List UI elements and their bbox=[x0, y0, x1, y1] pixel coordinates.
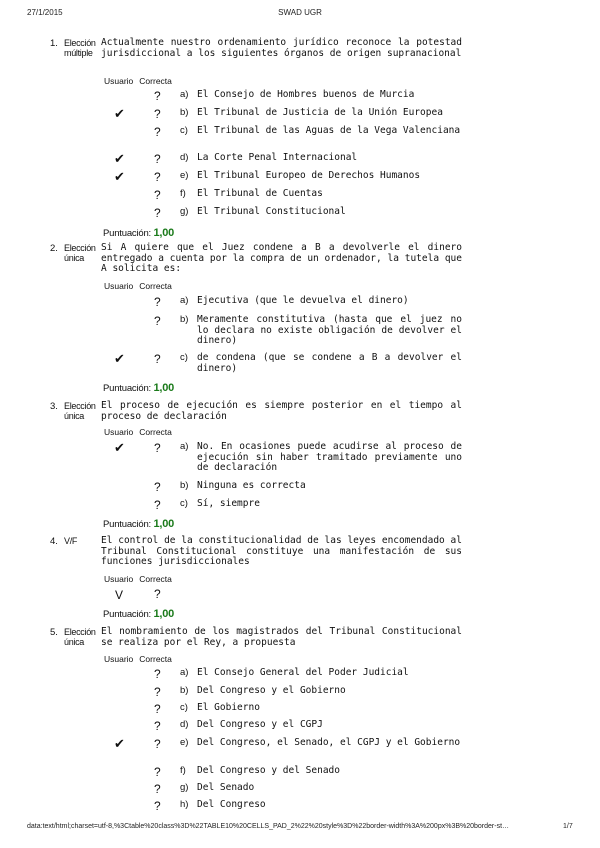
check-icon: ✔ bbox=[114, 736, 125, 751]
question-number: 1. bbox=[50, 38, 58, 49]
option-letter: b) bbox=[180, 480, 189, 491]
check-icon: ✔ bbox=[114, 440, 125, 455]
question-text: El nombramiento de los magistrados del Tribunal Constitucional se realiza por el Rey, a propuesta bbox=[101, 626, 462, 648]
option-text: El Consejo General del Poder Judicial bbox=[197, 667, 409, 678]
option-letter: a) bbox=[180, 667, 189, 678]
option-text: Del Congreso, el Senado, el CGPJ y el Gobierno bbox=[197, 737, 461, 748]
correct-mark: ? bbox=[154, 441, 161, 455]
correct-mark: ? bbox=[154, 702, 161, 716]
option-text: Meramente constitutiva (hasta que el juez no lo declara no existe obligación de devolver el dinero) bbox=[197, 314, 462, 346]
option-letter: e) bbox=[180, 737, 189, 748]
option-letter: f) bbox=[180, 765, 186, 776]
correct-mark: ? bbox=[154, 352, 161, 366]
user-column-label: Usuario bbox=[104, 281, 134, 291]
correct-mark: ? bbox=[154, 765, 161, 779]
score-line bbox=[103, 382, 174, 394]
option-text: Ejecutiva (que le devuelva el dinero) bbox=[197, 295, 409, 306]
score-label: Puntuación: bbox=[103, 228, 151, 239]
correct-mark: ? bbox=[154, 480, 161, 494]
correct-mark: ? bbox=[154, 314, 161, 328]
correct-mark: ? bbox=[154, 152, 161, 166]
correct-column-label: Correcta bbox=[139, 654, 172, 664]
question-text: Actualmente nuestro ordenamiento jurídico reconoce la potestad jurisdiccional a los siguientes órganos de origen supranacional bbox=[101, 37, 462, 59]
score-value: 1,00 bbox=[153, 227, 175, 239]
page-number: 1/7 bbox=[563, 823, 573, 830]
question-type: Elección múltiple bbox=[64, 38, 96, 58]
correct-mark: ? bbox=[154, 685, 161, 699]
option-text: Del Congreso y el CGPJ bbox=[197, 719, 323, 730]
option-text: El Gobierno bbox=[197, 702, 260, 713]
correct-mark: ? bbox=[154, 498, 161, 512]
check-icon: ✔ bbox=[114, 151, 125, 166]
correct-mark: ? bbox=[154, 587, 161, 601]
option-text: El Tribunal Europeo de Derechos Humanos bbox=[197, 170, 421, 181]
column-headers bbox=[104, 281, 178, 291]
user-column-label: Usuario bbox=[104, 427, 134, 437]
user-column-label: Usuario bbox=[104, 76, 134, 86]
question-number: 3. bbox=[50, 401, 58, 412]
correct-column-label: Correcta bbox=[139, 574, 172, 584]
footer-url: data:text/html;charset=utf-8,%3Ctable%20class%3D%22TABLE10%20CELLS_PAD_2%22%20style%3D%22border-width%3A%200px%3B%20border-st… bbox=[27, 823, 510, 830]
correct-mark: ? bbox=[154, 107, 161, 121]
option-text: de condena (que se condene a B a devolver el dinero) bbox=[197, 352, 462, 374]
option-text: Del Congreso y del Senado bbox=[197, 765, 340, 776]
correct-mark: ? bbox=[154, 782, 161, 796]
option-text: El Tribunal de Justicia de la Unión Europea bbox=[197, 107, 443, 118]
option-letter: a) bbox=[180, 295, 189, 306]
correct-column-label: Correcta bbox=[139, 281, 172, 291]
question-number: 2. bbox=[50, 243, 58, 254]
score-value: 1,00 bbox=[153, 382, 175, 394]
site-title: SWAD UGR bbox=[278, 8, 322, 17]
option-text: No. En ocasiones puede acudirse al proceso de ejecución sin haber tramitado previamente uno de declaración bbox=[197, 441, 462, 473]
option-text: Del Senado bbox=[197, 782, 255, 793]
correct-mark: ? bbox=[154, 206, 161, 220]
question-type: V/F bbox=[64, 536, 78, 546]
correct-mark: ? bbox=[154, 737, 161, 751]
correct-mark: ? bbox=[154, 125, 161, 139]
option-letter: f) bbox=[180, 188, 186, 199]
check-icon: ✔ bbox=[114, 351, 125, 366]
score-label: Puntuación: bbox=[103, 383, 151, 394]
option-text: El Tribunal de las Aguas de la Vega Valenciana bbox=[197, 125, 461, 136]
correct-mark: ? bbox=[154, 89, 161, 103]
correct-mark: ? bbox=[154, 719, 161, 733]
correct-mark: ? bbox=[154, 188, 161, 202]
column-headers bbox=[104, 76, 178, 86]
score-label: Puntuación: bbox=[103, 609, 151, 620]
option-letter: c) bbox=[180, 498, 188, 509]
correct-mark: ? bbox=[154, 667, 161, 681]
score-line bbox=[103, 227, 174, 239]
column-headers bbox=[104, 574, 178, 584]
option-letter: c) bbox=[180, 352, 188, 363]
question-type: Elección única bbox=[64, 627, 96, 647]
correct-column-label: Correcta bbox=[139, 427, 172, 437]
score-label: Puntuación: bbox=[103, 519, 151, 530]
user-answer: V bbox=[115, 588, 124, 602]
option-text: Ninguna es correcta bbox=[197, 480, 306, 491]
check-icon: ✔ bbox=[114, 106, 125, 121]
correct-mark: ? bbox=[154, 295, 161, 309]
option-letter: b) bbox=[180, 314, 189, 325]
question-number: 4. bbox=[50, 536, 58, 547]
question-text: El proceso de ejecución es siempre posterior en el tiempo al proceso de declaración bbox=[101, 400, 462, 422]
question-text: Si A quiere que el Juez condene a B a devolverle el dinero entregado a cuenta por la compra de un ordenador, la tutela que A solicita es: bbox=[101, 242, 462, 274]
option-letter: b) bbox=[180, 685, 189, 696]
option-letter: e) bbox=[180, 170, 189, 181]
correct-mark: ? bbox=[154, 170, 161, 184]
option-letter: a) bbox=[180, 89, 189, 100]
score-value: 1,00 bbox=[153, 608, 175, 620]
option-text: Del Congreso bbox=[197, 799, 266, 810]
option-letter: a) bbox=[180, 441, 189, 452]
question-type: Elección única bbox=[64, 401, 96, 421]
column-headers bbox=[104, 427, 178, 437]
option-text: Del Congreso y el Gobierno bbox=[197, 685, 346, 696]
option-text: El Consejo de Hombres buenos de Murcia bbox=[197, 89, 415, 100]
option-letter: c) bbox=[180, 702, 188, 713]
user-column-label: Usuario bbox=[104, 654, 134, 664]
option-letter: g) bbox=[180, 206, 189, 217]
option-letter: b) bbox=[180, 107, 189, 118]
column-headers bbox=[104, 654, 178, 664]
option-text: Sí, siempre bbox=[197, 498, 260, 509]
option-text: El Tribunal Constitucional bbox=[197, 206, 346, 217]
print-date: 27/1/2015 bbox=[27, 8, 63, 17]
correct-mark: ? bbox=[154, 799, 161, 813]
question-type: Elección única bbox=[64, 243, 96, 263]
question-number: 5. bbox=[50, 627, 58, 638]
user-column-label: Usuario bbox=[104, 574, 134, 584]
score-value: 1,00 bbox=[153, 518, 175, 530]
correct-column-label: Correcta bbox=[139, 76, 172, 86]
option-letter: c) bbox=[180, 125, 188, 136]
score-line bbox=[103, 608, 174, 620]
score-line bbox=[103, 518, 174, 530]
question-text: El control de la constitucionalidad de las leyes encomendado al Tribunal Constitucional constituye una manifestación de sus funciones jurisdiccionales bbox=[101, 535, 462, 567]
option-letter: h) bbox=[180, 799, 189, 810]
option-letter: d) bbox=[180, 719, 189, 730]
option-text: La Corte Penal Internacional bbox=[197, 152, 358, 163]
option-letter: g) bbox=[180, 782, 189, 793]
option-text: El Tribunal de Cuentas bbox=[197, 188, 323, 199]
option-letter: d) bbox=[180, 152, 189, 163]
check-icon: ✔ bbox=[114, 169, 125, 184]
